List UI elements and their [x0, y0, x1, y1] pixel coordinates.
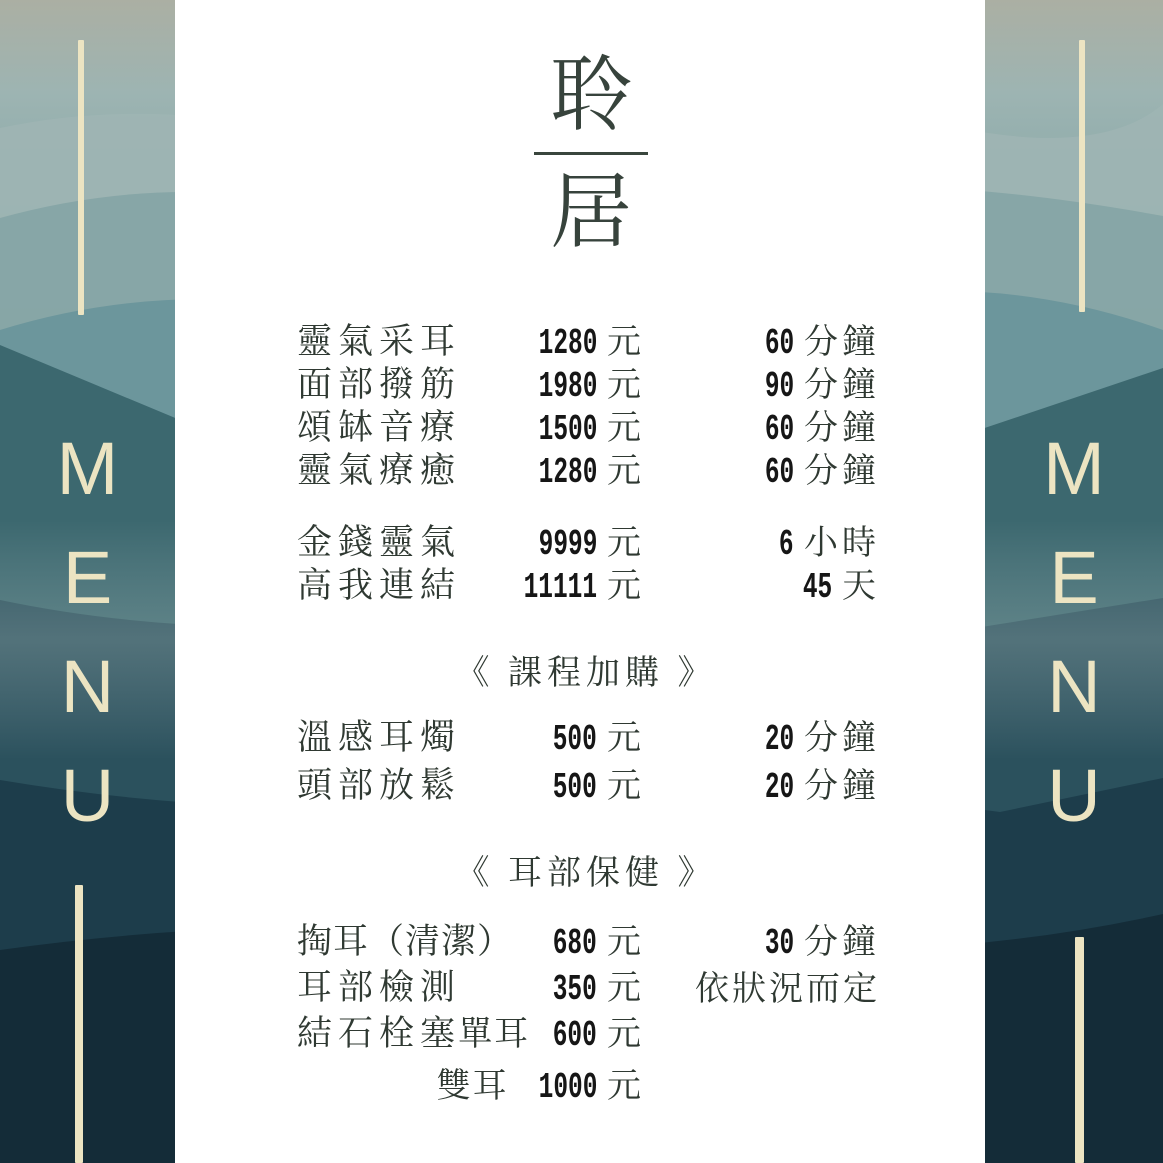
item-price: 350 元	[552, 969, 645, 1010]
item-duration: 60 分鐘	[764, 409, 880, 450]
menu-letter: M	[56, 427, 119, 510]
title-char-2: 居	[549, 167, 632, 258]
item-price: 1280 元	[538, 323, 645, 364]
menu-letter: E	[62, 536, 113, 619]
main-services	[297, 314, 880, 493]
left-top-line	[78, 40, 84, 315]
item-name: 耳部檢測	[297, 968, 462, 1007]
menu-letter: N	[1047, 645, 1101, 728]
menu-letter: U	[60, 754, 115, 837]
left-bottom-line	[75, 885, 83, 1163]
menu-item-row	[297, 314, 880, 364]
title-char-1: 聆	[549, 50, 632, 141]
item-price: 1980 元	[538, 366, 645, 407]
item-name: 溫感耳燭	[297, 718, 462, 757]
shop-title	[186, 48, 996, 261]
right-sidebar	[985, 0, 1163, 1163]
item-duration: 60 分鐘	[764, 452, 880, 493]
menu-letter: N	[60, 645, 115, 728]
item-duration: 20 分鐘	[764, 767, 880, 808]
menu-item-row	[297, 515, 880, 565]
left-sidebar	[0, 0, 175, 1163]
item-name: 面部撥筋	[297, 365, 462, 404]
item-duration: 60 分鐘	[764, 323, 880, 364]
item-name: 金錢靈氣	[297, 523, 462, 562]
item-duration: 依狀況而定	[695, 970, 880, 1008]
item-name: 結石栓塞	[297, 1014, 462, 1053]
item-name: 靈氣采耳	[297, 322, 462, 361]
item-price: 雙耳 1000 元	[436, 1067, 645, 1108]
item-price: 500 元	[552, 719, 645, 760]
addon-services	[297, 710, 880, 806]
item-duration: 6 小時	[779, 524, 880, 565]
item-duration: 45 天	[802, 567, 880, 608]
item-name: 靈氣療癒	[297, 451, 462, 490]
item-name: 頭部放鬆	[297, 766, 462, 805]
item-price: 9999 元	[538, 524, 645, 565]
item-price: 1500 元	[538, 409, 645, 450]
item-name: 高我連結	[297, 566, 462, 605]
item-price: 1280 元	[538, 452, 645, 493]
menu-item-row	[297, 1058, 880, 1108]
item-name: 頌缽音療	[297, 408, 462, 447]
section-heading-addons: 《 課程加購 》	[455, 655, 717, 692]
item-price: 680 元	[552, 923, 645, 964]
menu-item-row	[297, 710, 880, 758]
menu-item-row	[297, 758, 880, 806]
left-menu-label	[0, 414, 175, 850]
item-name: 掏耳（清潔）	[297, 922, 514, 961]
menu-letter: M	[1043, 427, 1105, 510]
ear-care-services	[297, 914, 880, 1108]
right-bottom-line	[1075, 937, 1084, 1163]
item-duration: 90 分鐘	[764, 366, 880, 407]
section-heading-ear-care: 《 耳部保健 》	[455, 855, 717, 892]
item-price: 單耳 600 元	[458, 1015, 645, 1056]
menu-letter: E	[1049, 536, 1099, 619]
item-duration: 30 分鐘	[764, 923, 880, 964]
item-price: 500 元	[552, 767, 645, 808]
menu-item-row	[297, 960, 880, 1010]
title-divider	[534, 152, 648, 155]
menu-panel	[175, 0, 985, 1163]
right-menu-label	[985, 414, 1163, 850]
item-duration: 20 分鐘	[764, 719, 880, 760]
menu-item-row	[297, 914, 880, 964]
item-price: 11111 元	[523, 567, 645, 608]
special-services	[297, 515, 880, 608]
right-top-line	[1079, 40, 1085, 312]
menu-letter: U	[1047, 754, 1101, 837]
menu-item-row	[297, 1006, 880, 1056]
